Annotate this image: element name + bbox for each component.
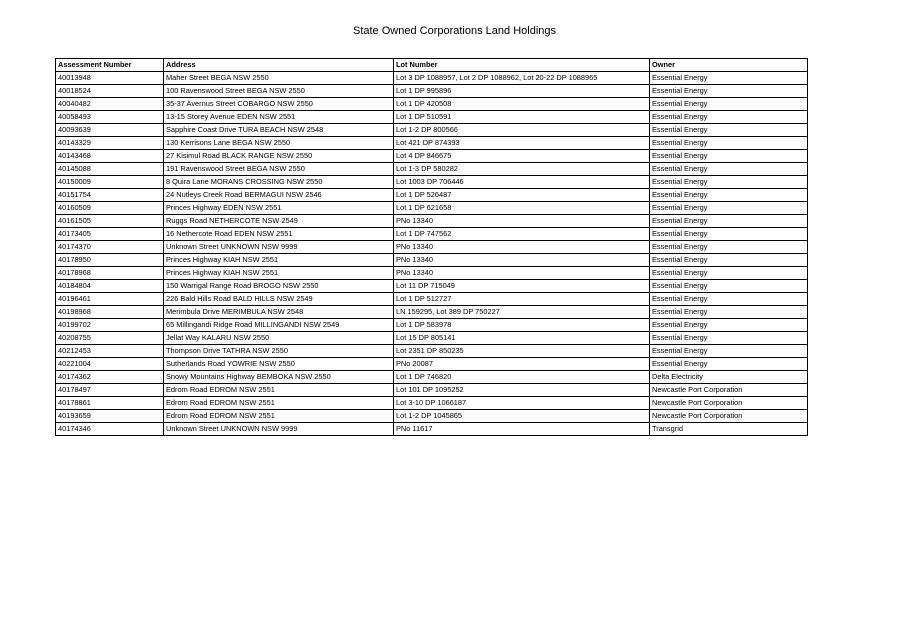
assessment-number-cell: 40145088	[56, 163, 164, 176]
table-row	[56, 267, 808, 280]
header-row	[56, 59, 808, 72]
assessment-number-cell: 40040482	[56, 98, 164, 111]
owner-cell: Transgrid	[650, 423, 808, 436]
address-cell: Sutherlands Road YOWRIE NSW 2550	[164, 358, 394, 371]
assessment-number-cell: 40178968	[56, 267, 164, 280]
assessment-number-cell: 40212453	[56, 345, 164, 358]
address-cell: 191 Ravenswood Street BEGA NSW 2550	[164, 163, 394, 176]
table-row	[56, 137, 808, 150]
owner-cell: Essential Energy	[650, 241, 808, 254]
assessment-number-cell: 40178861	[56, 397, 164, 410]
address-cell: 24 Nutleys Creek Road BERMAGUI NSW 2546	[164, 189, 394, 202]
owner-cell: Essential Energy	[650, 215, 808, 228]
owner-cell: Newcastle Port Corporation	[650, 397, 808, 410]
owner-cell: Newcastle Port Corporation	[650, 384, 808, 397]
table-row	[56, 111, 808, 124]
table-row	[56, 280, 808, 293]
table-row	[56, 254, 808, 267]
assessment-number-cell: 40196461	[56, 293, 164, 306]
assessment-number-cell: 40178950	[56, 254, 164, 267]
address-cell: 35-37 Avernus Street COBARGO NSW 2550	[164, 98, 394, 111]
table-row	[56, 423, 808, 436]
column-header-address: Address	[164, 59, 394, 72]
lot-number-cell: Lot 1 DP 747562	[394, 228, 650, 241]
lot-number-cell: Lot 3-10 DP 1066187	[394, 397, 650, 410]
table-row	[56, 215, 808, 228]
assessment-number-cell: 40221004	[56, 358, 164, 371]
owner-cell: Essential Energy	[650, 306, 808, 319]
assessment-number-cell: 40150009	[56, 176, 164, 189]
assessment-number-cell: 40151754	[56, 189, 164, 202]
lot-number-cell: Lot 1 DP 420508	[394, 98, 650, 111]
address-cell: Unknown Street UNKNOWN NSW 9999	[164, 423, 394, 436]
lot-number-cell: PNo 13340	[394, 241, 650, 254]
table-row	[56, 72, 808, 85]
lot-number-cell: Lot 1 DP 746820	[394, 371, 650, 384]
assessment-number-cell: 40093639	[56, 124, 164, 137]
address-cell: Thompson Drive TATHRA NSW 2550	[164, 345, 394, 358]
address-cell: Merimbula Drive MERIMBULA NSW 2548	[164, 306, 394, 319]
owner-cell: Essential Energy	[650, 176, 808, 189]
column-header-owner: Owner	[650, 59, 808, 72]
address-cell: Unknown Street UNKNOWN NSW 9999	[164, 241, 394, 254]
address-cell: Edrom Road EDROM NSW 2551	[164, 397, 394, 410]
table-row	[56, 345, 808, 358]
lot-number-cell: Lot 1003 DP 706446	[394, 176, 650, 189]
owner-cell: Newcastle Port Corporation	[650, 410, 808, 423]
assessment-number-cell: 40184804	[56, 280, 164, 293]
address-cell: 16 Nethercote Road EDEN NSW 2551	[164, 228, 394, 241]
assessment-number-cell: 40058493	[56, 111, 164, 124]
assessment-number-cell: 40174370	[56, 241, 164, 254]
owner-cell: Essential Energy	[650, 267, 808, 280]
lot-number-cell: PNo 13340	[394, 254, 650, 267]
owner-cell: Essential Energy	[650, 319, 808, 332]
address-cell: Snowy Mountains Highway BEMBOKA NSW 2550	[164, 371, 394, 384]
address-cell: 65 Millingandi Ridge Road MILLINGANDI NSW 2549	[164, 319, 394, 332]
lot-number-cell: Lot 101 DP 1095252	[394, 384, 650, 397]
lot-number-cell: Lot 4 DP 846675	[394, 150, 650, 163]
lot-number-cell: Lot 1-2 DP 1045865	[394, 410, 650, 423]
table-row	[56, 384, 808, 397]
owner-cell: Essential Energy	[650, 150, 808, 163]
assessment-number-cell: 40013948	[56, 72, 164, 85]
table-row	[56, 176, 808, 189]
address-cell: 13-15 Storey Avenue EDEN NSW 2551	[164, 111, 394, 124]
lot-number-cell: Lot 1 DP 621658	[394, 202, 650, 215]
lot-number-cell: Lot 15 DP 805141	[394, 332, 650, 345]
table-row	[56, 124, 808, 137]
assessment-number-cell: 40161505	[56, 215, 164, 228]
lot-number-cell: Lot 1-2 DP 800566	[394, 124, 650, 137]
address-cell: Jellat Way KALARU NSW 2550	[164, 332, 394, 345]
lot-number-cell: PNo 13340	[394, 215, 650, 228]
address-cell: 130 Kerrisons Lane BEGA NSW 2550	[164, 137, 394, 150]
lot-number-cell: PNo 20087	[394, 358, 650, 371]
owner-cell: Delta Electricity	[650, 371, 808, 384]
table-row	[56, 293, 808, 306]
column-header-assessment-number: Assessment Number	[56, 59, 164, 72]
lot-number-cell: Lot 11 DP 715049	[394, 280, 650, 293]
assessment-number-cell: 40173405	[56, 228, 164, 241]
owner-cell: Essential Energy	[650, 189, 808, 202]
lot-number-cell: PNo 11617	[394, 423, 650, 436]
table-row	[56, 189, 808, 202]
lot-number-cell: Lot 1 DP 583978	[394, 319, 650, 332]
owner-cell: Essential Energy	[650, 228, 808, 241]
table-row	[56, 397, 808, 410]
assessment-number-cell: 40174362	[56, 371, 164, 384]
owner-cell: Essential Energy	[650, 202, 808, 215]
owner-cell: Essential Energy	[650, 358, 808, 371]
address-cell: Princes Highway EDEN NSW 2551	[164, 202, 394, 215]
table-row	[56, 163, 808, 176]
address-cell: 150 Warrigal Range Road BROGO NSW 2550	[164, 280, 394, 293]
owner-cell: Essential Energy	[650, 98, 808, 111]
assessment-number-cell: 40143329	[56, 137, 164, 150]
owner-cell: Essential Energy	[650, 137, 808, 150]
lot-number-cell: Lot 1 DP 512727	[394, 293, 650, 306]
owner-cell: Essential Energy	[650, 345, 808, 358]
owner-cell: Essential Energy	[650, 111, 808, 124]
table-row	[56, 306, 808, 319]
address-cell: Princes Highway KIAH NSW 2551	[164, 254, 394, 267]
assessment-number-cell: 40208755	[56, 332, 164, 345]
address-cell: Ruggs Road NETHERCOTE NSW 2549	[164, 215, 394, 228]
table-row	[56, 358, 808, 371]
assessment-number-cell: 40143468	[56, 150, 164, 163]
owner-cell: Essential Energy	[650, 124, 808, 137]
table-row	[56, 241, 808, 254]
lot-number-cell: Lot 1 DP 995896	[394, 85, 650, 98]
lot-number-cell: LN 159295, Lot 389 DP 750227	[394, 306, 650, 319]
owner-cell: Essential Energy	[650, 254, 808, 267]
address-cell: 226 Bald Hills Road BALD HILLS NSW 2549	[164, 293, 394, 306]
lot-number-cell: Lot 3 DP 1088957, Lot 2 DP 1088962, Lot 20-22 DP 1088965	[394, 72, 650, 85]
owner-cell: Essential Energy	[650, 72, 808, 85]
lot-number-cell: Lot 1 DP 526487	[394, 189, 650, 202]
address-cell: Edrom Road EDROM NSW 2551	[164, 410, 394, 423]
lot-number-cell: Lot 1-3 DP 580282	[394, 163, 650, 176]
owner-cell: Essential Energy	[650, 280, 808, 293]
address-cell: Sapphire Coast Drive TURA BEACH NSW 2548	[164, 124, 394, 137]
table-row	[56, 202, 808, 215]
column-header-lot-number: Lot Number	[394, 59, 650, 72]
owner-cell: Essential Energy	[650, 332, 808, 345]
assessment-number-cell: 40178497	[56, 384, 164, 397]
assessment-number-cell: 40198968	[56, 306, 164, 319]
table-row	[56, 319, 808, 332]
address-cell: 8 Quira Lane MORANS CROSSING NSW 2550	[164, 176, 394, 189]
address-cell: Edrom Road EDROM NSW 2551	[164, 384, 394, 397]
table-row	[56, 371, 808, 384]
lot-number-cell: Lot 1 DP 510591	[394, 111, 650, 124]
address-cell: Maher Street BEGA NSW 2550	[164, 72, 394, 85]
address-cell: Princes Highway KIAH NSW 2551	[164, 267, 394, 280]
lot-number-cell: PNo 13340	[394, 267, 650, 280]
table-row	[56, 410, 808, 423]
assessment-number-cell: 40174346	[56, 423, 164, 436]
assessment-number-cell: 40160509	[56, 202, 164, 215]
address-cell: 27 Kisimul Road BLACK RANGE NSW 2550	[164, 150, 394, 163]
owner-cell: Essential Energy	[650, 293, 808, 306]
owner-cell: Essential Energy	[650, 163, 808, 176]
assessment-number-cell: 40018524	[56, 85, 164, 98]
table-row	[56, 98, 808, 111]
assessment-number-cell: 40193659	[56, 410, 164, 423]
lot-number-cell: Lot 421 DP 874393	[394, 137, 650, 150]
page-title: State Owned Corporations Land Holdings	[352, 25, 556, 37]
address-cell: 100 Ravenswood Street BEGA NSW 2550	[164, 85, 394, 98]
table-row	[56, 332, 808, 345]
land-holdings-table	[55, 58, 808, 436]
table-row	[56, 85, 808, 98]
lot-number-cell: Lot 2351 DP 850235	[394, 345, 650, 358]
owner-cell: Essential Energy	[650, 85, 808, 98]
assessment-number-cell: 40199702	[56, 319, 164, 332]
table-row	[56, 228, 808, 241]
table-row	[56, 150, 808, 163]
